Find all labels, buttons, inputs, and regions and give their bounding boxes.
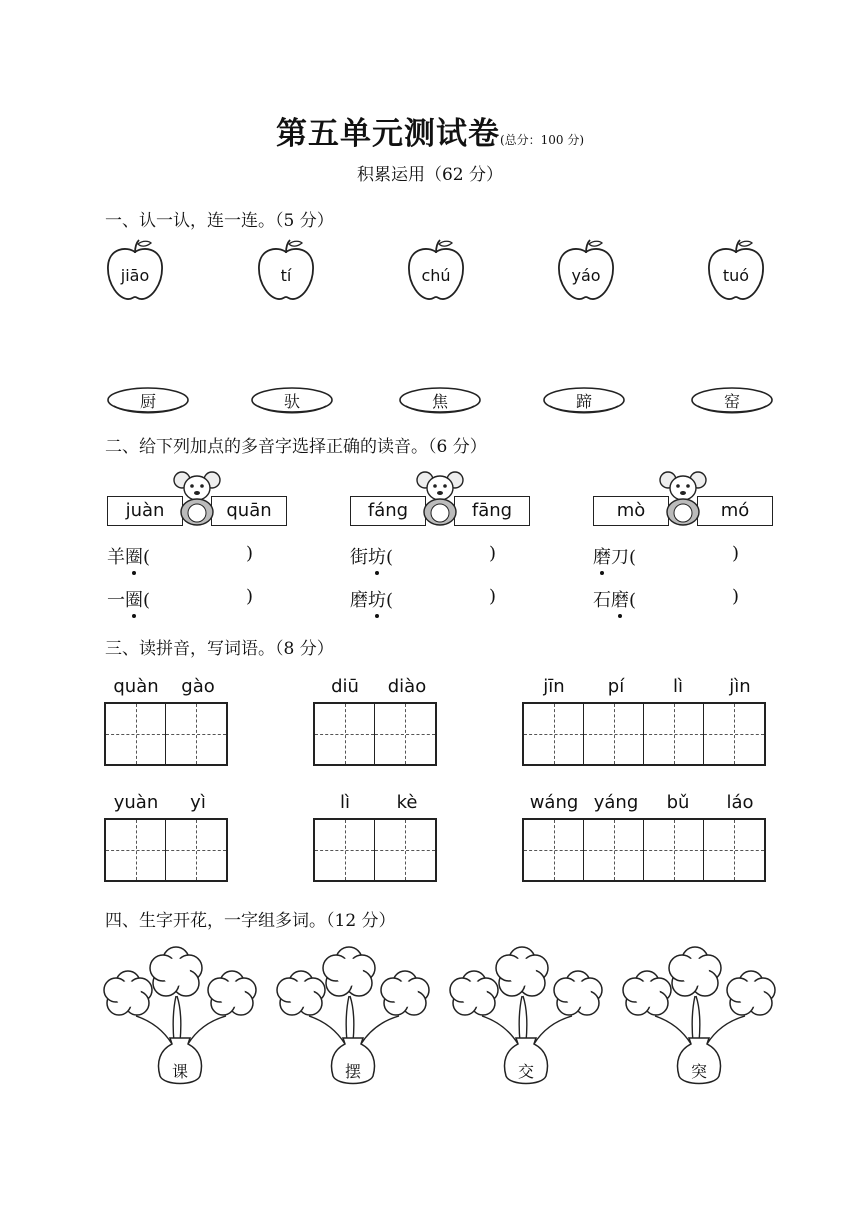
pinyin-label: bǔ xyxy=(666,792,690,813)
total-score: (总分：100 分) xyxy=(499,133,585,147)
plate-character: 驮 xyxy=(283,392,300,411)
vase-character: 突 xyxy=(690,1062,707,1081)
writing-cell[interactable] xyxy=(166,820,226,880)
plate-character: 厨 xyxy=(139,392,156,411)
writing-grid[interactable] xyxy=(522,702,766,766)
mouse-icon xyxy=(416,468,464,526)
pinyin-label: quàn xyxy=(113,676,159,697)
writing-cell[interactable] xyxy=(106,820,166,880)
writing-cell[interactable] xyxy=(315,704,375,764)
close-paren: ) xyxy=(246,586,254,607)
pinyin-label: diū xyxy=(331,676,359,697)
writing-cell[interactable] xyxy=(704,704,764,764)
close-paren: ) xyxy=(732,586,740,607)
apple-pinyin: jiāo xyxy=(120,266,150,285)
section-group-title: 积累运用（62 分） xyxy=(356,165,504,185)
pinyin-label: jīn xyxy=(543,676,565,697)
section-3-heading: 三、读拼音，写词语。（8 分） xyxy=(105,639,334,659)
close-paren: ) xyxy=(246,543,254,564)
pinyin-label: pí xyxy=(607,676,625,697)
apple-item xyxy=(406,238,466,304)
writing-grid[interactable] xyxy=(313,702,437,766)
writing-cell[interactable] xyxy=(704,820,764,880)
apple-item xyxy=(256,238,316,304)
writing-cell[interactable] xyxy=(584,820,644,880)
open-paren: ( xyxy=(629,590,637,611)
pinyin-label: gào xyxy=(181,676,215,697)
pinyin-label: yáng xyxy=(593,792,639,813)
writing-cell[interactable] xyxy=(106,704,166,764)
pinyin-label: lì xyxy=(672,676,683,697)
apple-pinyin: chú xyxy=(421,266,451,285)
open-paren: ( xyxy=(629,547,637,568)
writing-cell[interactable] xyxy=(315,820,375,880)
pinyin-label: láo xyxy=(726,792,754,813)
mouse-icon xyxy=(173,468,221,526)
close-paren: ) xyxy=(489,543,497,564)
close-paren: ) xyxy=(489,586,497,607)
writing-grid[interactable] xyxy=(522,818,766,882)
page-title xyxy=(0,108,860,153)
apple-pinyin: tuó xyxy=(722,266,750,285)
pinyin-label: yuàn xyxy=(113,792,159,813)
word-flower xyxy=(100,940,260,1090)
dotted-character: 圈 xyxy=(125,547,143,568)
open-paren: ( xyxy=(143,547,151,568)
writing-grid[interactable] xyxy=(104,818,228,882)
dotted-character: 坊 xyxy=(368,590,386,611)
section-2-heading: 二、给下列加点的多音字选择正确的读音。（6 分） xyxy=(105,437,487,457)
pinyin-label: diào xyxy=(387,676,427,697)
pinyin-option-left: juàn xyxy=(107,496,183,526)
polyphone-word: 羊圈( xyxy=(107,547,151,568)
pinyin-option-right: fāng xyxy=(454,496,530,526)
dotted-character: 坊 xyxy=(368,547,386,568)
apple-item xyxy=(706,238,766,304)
polyphone-word: 一圈( xyxy=(107,590,151,611)
apple-pinyin: yáo xyxy=(571,266,601,285)
section-4-heading: 四、生字开花，一字组多词。（12 分） xyxy=(105,911,396,931)
pinyin-option-right: mó xyxy=(697,496,773,526)
pinyin-option-right: quān xyxy=(211,496,287,526)
word-flower xyxy=(446,940,606,1090)
writing-cell[interactable] xyxy=(644,704,704,764)
plate-character: 焦 xyxy=(431,392,448,411)
polyphone-word: 磨刀( xyxy=(593,547,637,568)
title-text: 第五单元测试卷 xyxy=(275,116,500,152)
open-paren: ( xyxy=(143,590,151,611)
section-1-heading: 一、认一认，连一连。（5 分） xyxy=(105,211,334,231)
writing-cell[interactable] xyxy=(644,820,704,880)
mouse-icon xyxy=(659,468,707,526)
writing-cell[interactable] xyxy=(166,704,226,764)
plate-item xyxy=(398,386,482,416)
open-paren: ( xyxy=(386,547,394,568)
word-flower xyxy=(273,940,433,1090)
open-paren: ( xyxy=(386,590,394,611)
pinyin-label: yì xyxy=(190,792,206,813)
pinyin-label: jìn xyxy=(729,676,751,697)
plate-item xyxy=(250,386,334,416)
dotted-character: 磨 xyxy=(593,547,611,568)
vase-character: 摆 xyxy=(344,1062,361,1081)
close-paren: ) xyxy=(732,543,740,564)
pinyin-option-left: fáng xyxy=(350,496,426,526)
dotted-character: 圈 xyxy=(125,590,143,611)
writing-cell[interactable] xyxy=(375,820,435,880)
pinyin-label: lì xyxy=(339,792,350,813)
apple-item xyxy=(105,238,165,304)
plate-item xyxy=(106,386,190,416)
apple-pinyin: tí xyxy=(280,266,292,285)
plate-item xyxy=(542,386,626,416)
writing-grid[interactable] xyxy=(104,702,228,766)
word-flower xyxy=(619,940,779,1090)
plate-character: 窑 xyxy=(723,392,740,411)
apple-item xyxy=(556,238,616,304)
writing-cell[interactable] xyxy=(524,820,584,880)
pinyin-label: kè xyxy=(396,792,418,813)
writing-grid[interactable] xyxy=(313,818,437,882)
vase-character: 课 xyxy=(171,1062,188,1081)
plate-item xyxy=(690,386,774,416)
polyphone-word: 磨坊( xyxy=(350,590,394,611)
pinyin-label: wáng xyxy=(529,792,579,813)
writing-cell[interactable] xyxy=(524,704,584,764)
plate-character: 蹄 xyxy=(575,392,592,411)
polyphone-word: 石磨( xyxy=(593,590,637,611)
polyphone-word: 街坊( xyxy=(350,547,394,568)
writing-cell[interactable] xyxy=(375,704,435,764)
writing-cell[interactable] xyxy=(584,704,644,764)
pinyin-option-left: mò xyxy=(593,496,669,526)
dotted-character: 磨 xyxy=(611,590,629,611)
vase-character: 交 xyxy=(517,1062,534,1081)
